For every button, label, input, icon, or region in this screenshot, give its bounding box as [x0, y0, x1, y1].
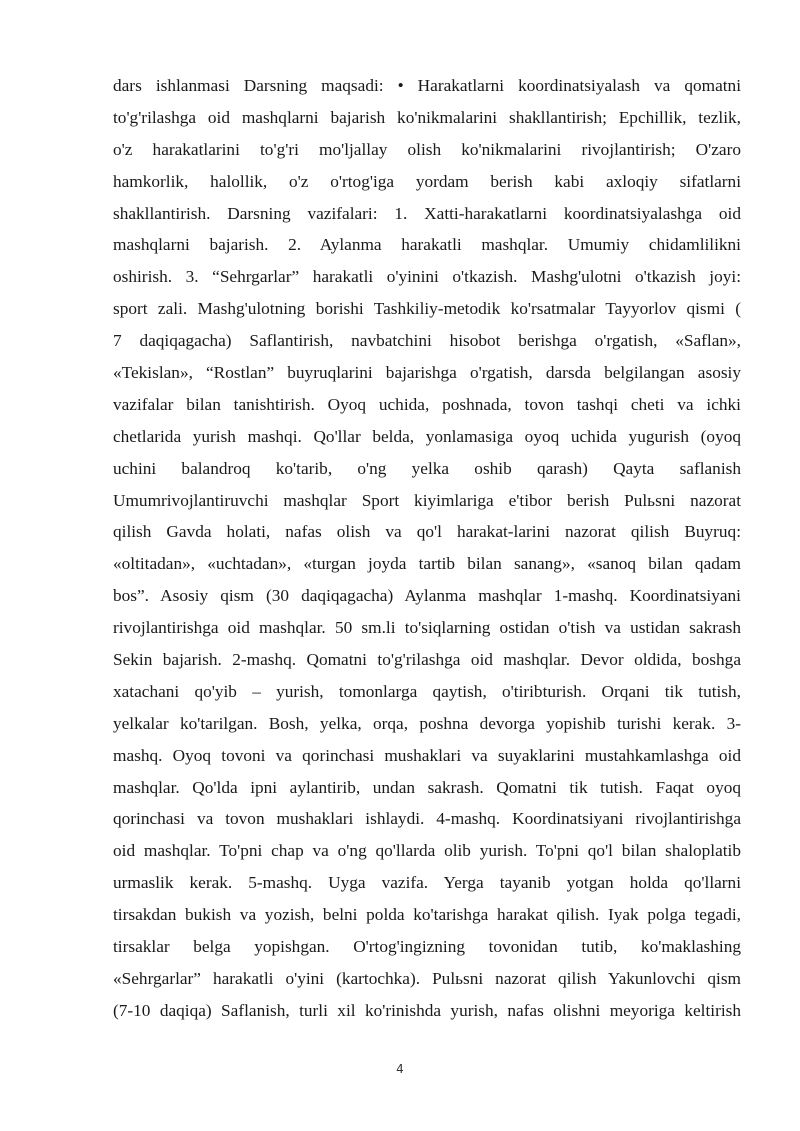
- text-line: dars ishlanmasi Darsning maqsadi: • Harakatlarni koordinatsiyalash va qomatni: [113, 76, 741, 95]
- text-line: qorinchasi va tovon mushaklari ishlaydi. 4-mashq. Koordinatsiyani rivojlantirishga: [113, 809, 741, 829]
- text-line: mashqlarni bajarish. 2. Aylanma harakatli mashqlar. Umumiy chidamlilikni: [113, 235, 741, 255]
- body-text: [113, 70, 741, 1027]
- text-line: o'z harakatlarini to'g'ri mo'ljallay olish ko'nikmalarini rivojlantirish; O'zaro: [113, 139, 741, 159]
- text-line: (7-10 daqiqa) Saflanish, turli xil ko'rinishda yurish, nafas olishni meyoriga keltirish: [113, 1000, 741, 1020]
- text-line: xatachani qo'yib – yurish, tomonlarga qaytish, o'tiribturish. Orqani tik tutish,: [113, 681, 741, 701]
- text-line: «oltitadan», «uchtadan», «turgan joyda tartib bilan sanang», «sanoq bilan qadam: [113, 554, 741, 574]
- text-line: to'g'rilashga oid mashqlarni bajarish ko'nikmalarini shakllantirish; Epchillik, tezlik,: [113, 107, 741, 127]
- text-line: mashq. Oyoq tovoni va qorinchasi mushaklari va suyaklarini mustahkamlashga oid: [113, 745, 741, 765]
- text-line: chetlarida yurish mashqi. Qo'llar belda, yonlamasiga oyoq uchida yugurish (oyoq: [113, 426, 741, 446]
- text-line: Sekin bajarish. 2-mashq. Qomatni to'g'rilashga oid mashqlar. Devor oldida, boshga: [113, 650, 741, 670]
- text-line: oid mashqlar. To'pni chap va o'ng qo'llarda olib yurish. To'pni qo'l bilan shaloplatib: [113, 841, 741, 861]
- text-line: sport zali. Mashg'ulotning borishi Tashkiliy-metodik ko'rsatmalar Tayyorlov qismi (: [113, 299, 741, 319]
- text-line: mashqlar. Qo'lda ipni aylantirib, undan sakrash. Qomatni tik tutish. Faqat oyoq: [113, 777, 741, 797]
- text-line: 7 daqiqagacha) Saflantirish, navbatchini hisobot berishga o'rgatish, «Saflan»,: [113, 331, 741, 351]
- text-line: hamkorlik, halollik, o'z o'rtog'iga yordam berish kabi axloqiy sifatlarni: [113, 171, 741, 191]
- text-line: bos”. Asosiy qism (30 daqiqagacha) Aylanma mashqlar 1-mashq. Koordinatsiyani: [113, 586, 741, 606]
- text-line: oshirish. 3. “Sehrgarlar” harakatli o'yinini o'tkazish. Mashg'ulotni o'tkazish joyi:: [113, 267, 741, 287]
- text-line: qilish Gavda holati, nafas olish va qo'l harakat-larini nazorat qilish Buyruq:: [113, 522, 741, 542]
- text-line: shakllantirish. Darsning vazifalari: 1. Xatti-harakatlarni koordinatsiyalashga oid: [113, 203, 741, 223]
- text-line: tirsakdan bukish va yozish, belni polda ko'tarishga harakat qilish. Iyak polga tegadi,: [113, 905, 741, 925]
- text-line: uchini balandroq ko'tarib, o'ng yelka oshib qarash) Qayta saflanish: [113, 458, 741, 478]
- text-line: yelkalar ko'tarilgan. Bosh, yelka, orqa, poshna devorga yopishib turishi kerak. 3-: [113, 713, 741, 733]
- text-line: vazifalar bilan tanishtirish. Oyoq uchida, poshnada, tovon tashqi cheti va ichki: [113, 394, 741, 414]
- text-line: «Tekislan», “Rostlan” buyruqlarini bajarishga o'rgatish, darsda belgilangan asosiy: [113, 363, 741, 383]
- text-line: rivojlantirishga oid mashqlar. 50 sm.li to'siqlarning ostidan o'tish va ustidan sakrash: [113, 618, 741, 638]
- text-line: «Sehrgarlar” harakatli o'yini (kartochka). Pulьsni nazorat qilish Yakunlovchi qism: [113, 968, 741, 988]
- text-line: Umumrivojlantiruvchi mashqlar Sport kiyimlariga e'tibor berish Pulьsni nazorat: [113, 490, 741, 510]
- page-number: 4: [396, 1062, 404, 1076]
- text-line: tirsaklar belga yopishgan. O'rtog'ingizning tovonidan tutib, ko'maklashing: [113, 937, 741, 957]
- text-line: urmaslik kerak. 5-mashq. Uyga vazifa. Yerga tayanib yotgan holda qo'llarni: [113, 873, 741, 893]
